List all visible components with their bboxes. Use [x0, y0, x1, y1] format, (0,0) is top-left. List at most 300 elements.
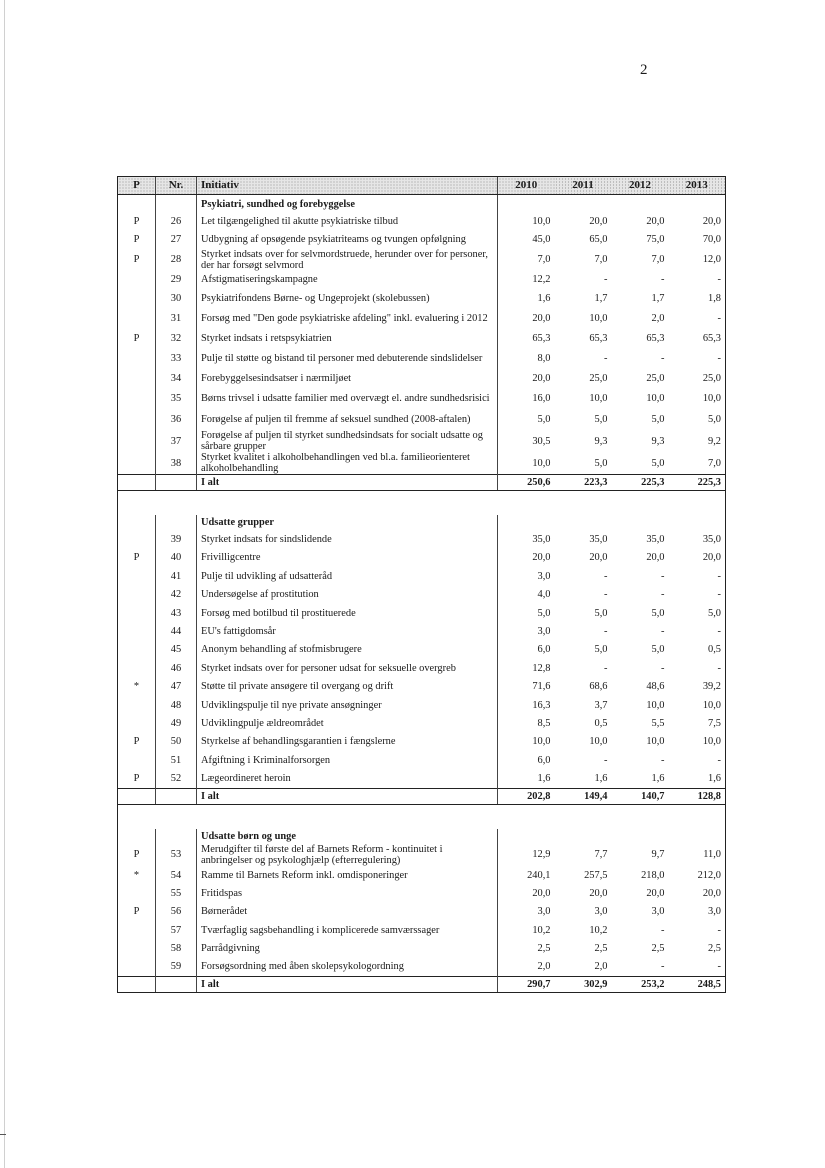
row-number: 42	[156, 586, 197, 604]
row-value-2013: -	[669, 751, 726, 769]
row-p-marker: P	[118, 903, 156, 921]
row-number: 41	[156, 567, 197, 585]
row-value-2013: -	[669, 347, 726, 369]
row-value-2010: 35,0	[498, 530, 555, 548]
row-number: 31	[156, 308, 197, 330]
row-initiative: Pulje til støtte og bistand til personer med debuterende sindslidelser	[197, 347, 498, 369]
row-value-2013: 20,0	[669, 884, 726, 902]
table-row	[118, 347, 726, 369]
header-year-2012: 2012	[612, 177, 669, 195]
section-total-row	[118, 475, 726, 491]
row-value-2010: 12,2	[498, 271, 555, 289]
row-value-2012: 5,0	[651, 644, 665, 656]
row-value-2013: -	[669, 622, 726, 640]
section-empty-cell	[612, 829, 669, 844]
row-initiative: Styrkelse af behandlingsgarantien i fængslerne	[197, 733, 498, 751]
spacer-cell	[156, 804, 197, 829]
row-value-2013: -	[669, 659, 726, 677]
row-value-2010: 12,9	[498, 844, 555, 866]
row-value-2012: 5,0	[651, 457, 665, 469]
row-value-2010: 3,0	[498, 567, 555, 585]
row-p-marker	[118, 409, 156, 431]
row-value-2011: 3,7	[594, 699, 608, 711]
row-number: 28	[156, 249, 197, 271]
table-row	[118, 230, 726, 248]
row-value-2010: 10,0	[498, 733, 555, 751]
row-value-2012: 218,0	[641, 869, 665, 881]
row-number: 46	[156, 659, 197, 677]
row-initiative: Merudgifter til første del af Barnets Reform - kontinuitet i anbringelser og psykologhjælp (efterregulering)	[197, 844, 498, 866]
row-initiative: Forøgelse af puljen til styrket sundhedsindsats for socialt udsatte og sårbare grupper	[197, 430, 498, 452]
total-2010: 250,6	[498, 475, 555, 491]
row-value-2012: 75,0	[646, 234, 665, 246]
row-p-marker	[118, 586, 156, 604]
section-empty-cell	[498, 515, 555, 530]
table-row	[118, 212, 726, 230]
row-p-marker	[118, 696, 156, 714]
total-2013: 248,5	[669, 977, 726, 993]
row-initiative: Forsøgsordning med åben skolepsykologordning	[197, 958, 498, 977]
row-value-2010: 45,0	[498, 230, 555, 248]
header-nr: Nr.	[156, 177, 197, 195]
row-value-2012: 2,5	[651, 943, 665, 955]
section-empty-cell	[669, 515, 726, 530]
row-number: 57	[156, 921, 197, 939]
row-value-2012: 9,3	[651, 435, 665, 447]
row-value-2011: 10,0	[589, 736, 608, 748]
section-total-row	[118, 977, 726, 993]
row-p-marker	[118, 939, 156, 957]
header-year-2011: 2011	[555, 177, 612, 195]
table-row	[118, 714, 726, 732]
table-row	[118, 939, 726, 957]
row-number: 34	[156, 369, 197, 387]
row-value-2010: 71,6	[498, 677, 555, 695]
section-spacer-row	[118, 491, 726, 516]
table-row	[118, 452, 726, 475]
row-initiative: Afstigmatiseringskampagne	[197, 271, 498, 289]
row-number: 50	[156, 733, 197, 751]
total-nr-cell	[156, 788, 197, 804]
spacer-cell	[197, 491, 498, 516]
section-p-cell	[118, 515, 156, 530]
row-value-2010: 2,0	[498, 958, 555, 977]
row-value-2010: 10,2	[498, 921, 555, 939]
row-value-2012: -	[661, 961, 665, 973]
row-value-2010: 2,5	[498, 939, 555, 957]
row-initiative: Lægeordineret heroin	[197, 769, 498, 788]
row-p-marker: P	[118, 329, 156, 347]
row-number: 56	[156, 903, 197, 921]
row-number: 54	[156, 866, 197, 884]
row-initiative: Undersøgelse af prostitution	[197, 586, 498, 604]
table-row	[118, 958, 726, 977]
total-nr-cell	[156, 475, 197, 491]
total-2011: 149,4	[555, 788, 612, 804]
row-p-marker	[118, 369, 156, 387]
row-value-2013: 11,0	[669, 844, 726, 866]
row-p-marker: *	[118, 677, 156, 695]
row-initiative: Pulje til udvikling af udsatteråd	[197, 567, 498, 585]
total-2013: 225,3	[669, 475, 726, 491]
row-value-2010: 6,0	[498, 751, 555, 769]
row-value-2010: 8,0	[498, 347, 555, 369]
table-row	[118, 604, 726, 622]
row-value-2010: 7,0	[498, 249, 555, 271]
total-2012: 253,2	[612, 977, 669, 993]
row-value-2010: 4,0	[498, 586, 555, 604]
row-initiative: Styrket indsats over for personer udsat for seksuelle overgreb	[197, 659, 498, 677]
spacer-cell	[197, 804, 498, 829]
row-value-2011: -	[604, 589, 608, 601]
row-value-2012: 5,0	[651, 414, 665, 426]
page-margin-tick	[0, 1134, 6, 1135]
row-number: 51	[156, 751, 197, 769]
spacer-cell	[498, 804, 726, 829]
row-value-2011: 20,0	[589, 887, 608, 899]
row-value-2012: 10,0	[646, 699, 665, 711]
row-value-2011: -	[604, 625, 608, 637]
row-value-2010: 20,0	[498, 549, 555, 567]
row-value-2013: -	[669, 921, 726, 939]
row-value-2010: 240,1	[498, 866, 555, 884]
row-p-marker: P	[118, 549, 156, 567]
spacer-cell	[498, 491, 726, 516]
row-p-marker	[118, 751, 156, 769]
row-value-2010: 1,6	[498, 289, 555, 307]
table-row	[118, 289, 726, 307]
row-value-2013: 7,5	[669, 714, 726, 732]
row-p-marker: P	[118, 249, 156, 271]
section-spacer-row	[118, 804, 726, 829]
total-2013: 128,8	[669, 788, 726, 804]
row-initiative: Udviklingspulje til nye private ansøgninger	[197, 696, 498, 714]
section-p-cell	[118, 195, 156, 213]
row-p-marker	[118, 430, 156, 452]
row-value-2013: 25,0	[669, 369, 726, 387]
total-2011: 302,9	[555, 977, 612, 993]
row-initiative: Ramme til Barnets Reform inkl. omdisponeringer	[197, 866, 498, 884]
row-value-2010: 16,0	[498, 387, 555, 409]
row-value-2013: 20,0	[669, 212, 726, 230]
row-value-2012: 7,0	[651, 254, 665, 266]
row-p-marker	[118, 530, 156, 548]
table-row	[118, 921, 726, 939]
row-value-2010: 12,8	[498, 659, 555, 677]
row-initiative: Anonym behandling af stofmisbrugere	[197, 641, 498, 659]
budget-table	[117, 176, 726, 993]
row-number: 52	[156, 769, 197, 788]
row-value-2010: 20,0	[498, 308, 555, 330]
row-p-marker	[118, 452, 156, 475]
row-number: 30	[156, 289, 197, 307]
row-value-2011: 0,5	[594, 717, 608, 729]
section-empty-cell	[612, 515, 669, 530]
total-label: I alt	[197, 475, 498, 491]
row-value-2012: 1,7	[651, 292, 665, 304]
row-value-2011: -	[604, 662, 608, 674]
row-p-marker	[118, 567, 156, 585]
row-number: 29	[156, 271, 197, 289]
section-empty-cell	[669, 829, 726, 844]
row-value-2011: 20,0	[589, 215, 608, 227]
table-row	[118, 430, 726, 452]
row-value-2012: 20,0	[646, 215, 665, 227]
row-number: 47	[156, 677, 197, 695]
row-value-2013: -	[669, 567, 726, 585]
row-number: 40	[156, 549, 197, 567]
total-2011: 223,3	[555, 475, 612, 491]
table-row	[118, 271, 726, 289]
row-value-2010: 3,0	[498, 903, 555, 921]
row-value-2011: -	[604, 754, 608, 766]
row-number: 43	[156, 604, 197, 622]
row-number: 55	[156, 884, 197, 902]
row-initiative: Frivilligcentre	[197, 549, 498, 567]
row-value-2011: 9,3	[594, 435, 608, 447]
row-value-2011: 25,0	[589, 372, 608, 384]
row-value-2013: 35,0	[669, 530, 726, 548]
total-nr-cell	[156, 977, 197, 993]
table-row	[118, 733, 726, 751]
row-value-2012: 9,7	[651, 849, 665, 861]
row-value-2012: 1,6	[651, 773, 665, 785]
row-value-2012: -	[661, 924, 665, 936]
row-value-2010: 3,0	[498, 622, 555, 640]
row-value-2012: 48,6	[646, 681, 665, 693]
table-row	[118, 751, 726, 769]
row-value-2010: 5,0	[498, 604, 555, 622]
section-title-row	[118, 829, 726, 844]
table-row	[118, 866, 726, 884]
row-value-2013: 212,0	[669, 866, 726, 884]
row-value-2011: 65,0	[589, 234, 608, 246]
table-row	[118, 530, 726, 548]
row-value-2011: 10,0	[589, 392, 608, 404]
row-p-marker	[118, 921, 156, 939]
total-2010: 290,7	[498, 977, 555, 993]
header-p: P	[118, 177, 156, 195]
row-value-2013: 9,2	[669, 430, 726, 452]
row-number: 39	[156, 530, 197, 548]
row-initiative: Styrket indsats for sindslidende	[197, 530, 498, 548]
table-header-row	[118, 177, 726, 195]
row-p-marker	[118, 659, 156, 677]
row-number: 59	[156, 958, 197, 977]
section-empty-cell	[669, 195, 726, 213]
row-number: 53	[156, 844, 197, 866]
row-value-2012: -	[661, 662, 665, 674]
row-number: 37	[156, 430, 197, 452]
row-p-marker: P	[118, 212, 156, 230]
section-empty-cell	[555, 515, 612, 530]
row-initiative: Børnerådet	[197, 903, 498, 921]
row-value-2012: -	[661, 589, 665, 601]
row-initiative: Støtte til private ansøgere til overgang og drift	[197, 677, 498, 695]
table-body	[118, 195, 726, 993]
section-nr-cell	[156, 195, 197, 213]
row-initiative: Udviklingpulje ældreområdet	[197, 714, 498, 732]
header-initiative: Initiativ	[197, 177, 498, 195]
row-value-2013: 39,2	[669, 677, 726, 695]
row-number: 33	[156, 347, 197, 369]
row-value-2011: 35,0	[589, 534, 608, 546]
row-initiative: Tværfaglig sagsbehandling i komplicerede samværssager	[197, 921, 498, 939]
row-value-2012: 5,0	[651, 607, 665, 619]
row-initiative: Afgiftning i Kriminalforsorgen	[197, 751, 498, 769]
row-value-2011: 5,0	[594, 607, 608, 619]
section-empty-cell	[612, 195, 669, 213]
section-title: Psykiatri, sundhed og forebyggelse	[197, 195, 498, 213]
row-p-marker	[118, 884, 156, 902]
row-value-2010: 6,0	[498, 641, 555, 659]
row-initiative: Forøgelse af puljen til fremme af seksuel sundhed (2008-aftalen)	[197, 409, 498, 431]
row-value-2010: 10,0	[498, 212, 555, 230]
row-value-2012: 20,0	[646, 887, 665, 899]
row-value-2013: 5,0	[669, 409, 726, 431]
row-p-marker	[118, 622, 156, 640]
row-value-2013: 12,0	[669, 249, 726, 271]
total-label: I alt	[197, 977, 498, 993]
row-p-marker	[118, 347, 156, 369]
row-initiative: Let tilgængelighed til akutte psykiatriske tilbud	[197, 212, 498, 230]
table-row	[118, 677, 726, 695]
row-initiative: Styrket kvalitet i alkoholbehandlingen ved bl.a. familieorienteret alkoholbehandling	[197, 452, 498, 475]
row-value-2012: 25,0	[646, 372, 665, 384]
row-p-marker: P	[118, 733, 156, 751]
section-empty-cell	[555, 195, 612, 213]
row-value-2011: 5,0	[594, 457, 608, 469]
spacer-cell	[156, 491, 197, 516]
row-value-2013: -	[669, 958, 726, 977]
row-initiative: Forsøg med botilbud til prostituerede	[197, 604, 498, 622]
row-value-2011: 257,5	[584, 869, 608, 881]
row-value-2013: 7,0	[669, 452, 726, 475]
table-row	[118, 586, 726, 604]
table-row	[118, 844, 726, 866]
table-row	[118, 769, 726, 788]
row-value-2012: -	[661, 625, 665, 637]
table-row	[118, 329, 726, 347]
row-p-marker	[118, 289, 156, 307]
table-row	[118, 387, 726, 409]
section-empty-cell	[555, 829, 612, 844]
row-value-2013: 2,5	[669, 939, 726, 957]
table-row	[118, 884, 726, 902]
total-label: I alt	[197, 788, 498, 804]
row-initiative: Psykiatrifondens Børne- og Ungeprojekt (skolebussen)	[197, 289, 498, 307]
row-number: 45	[156, 641, 197, 659]
row-p-marker: P	[118, 844, 156, 866]
row-initiative: Fritidspas	[197, 884, 498, 902]
row-value-2013: 10,0	[669, 387, 726, 409]
row-number: 44	[156, 622, 197, 640]
section-p-cell	[118, 829, 156, 844]
table-row	[118, 249, 726, 271]
row-value-2012: 65,3	[646, 332, 665, 344]
row-p-marker	[118, 641, 156, 659]
row-value-2013: 20,0	[669, 549, 726, 567]
row-value-2011: -	[604, 274, 608, 286]
row-value-2013: -	[669, 271, 726, 289]
row-value-2013: 65,3	[669, 329, 726, 347]
row-value-2011: 10,0	[589, 312, 608, 324]
row-number: 48	[156, 696, 197, 714]
table-row	[118, 659, 726, 677]
section-empty-cell	[498, 829, 555, 844]
section-title: Udsatte grupper	[197, 515, 498, 530]
total-p-cell	[118, 977, 156, 993]
row-initiative: Styrket indsats over for selvmordstruede, herunder over for personer, der har forsøgt selvmord	[197, 249, 498, 271]
table-row	[118, 641, 726, 659]
row-value-2011: 1,7	[594, 292, 608, 304]
table-row	[118, 308, 726, 330]
row-number: 32	[156, 329, 197, 347]
row-number: 36	[156, 409, 197, 431]
row-value-2010: 5,0	[498, 409, 555, 431]
row-p-marker	[118, 714, 156, 732]
row-p-marker	[118, 387, 156, 409]
table-row	[118, 622, 726, 640]
row-p-marker	[118, 308, 156, 330]
row-value-2010: 8,5	[498, 714, 555, 732]
row-initiative: Forsøg med "Den gode psykiatriske afdeling" inkl. evaluering i 2012	[197, 308, 498, 330]
row-value-2010: 16,3	[498, 696, 555, 714]
table-row	[118, 549, 726, 567]
table-row	[118, 567, 726, 585]
row-value-2013: 1,6	[669, 769, 726, 788]
row-value-2013: 70,0	[669, 230, 726, 248]
row-number: 58	[156, 939, 197, 957]
section-total-row	[118, 788, 726, 804]
section-title-row	[118, 195, 726, 213]
row-initiative: Udbygning af opsøgende psykiatriteams og tvungen opfølgning	[197, 230, 498, 248]
row-value-2011: 7,7	[594, 849, 608, 861]
row-value-2011: 2,0	[594, 961, 608, 973]
row-value-2010: 1,6	[498, 769, 555, 788]
row-p-marker: P	[118, 230, 156, 248]
row-value-2012: -	[661, 754, 665, 766]
row-initiative: Styrket indsats i retspsykiatrien	[197, 329, 498, 347]
page-number: 2	[640, 62, 648, 78]
row-value-2010: 20,0	[498, 884, 555, 902]
section-nr-cell	[156, 829, 197, 844]
row-value-2013: 5,0	[669, 604, 726, 622]
row-value-2012: 20,0	[646, 552, 665, 564]
row-p-marker	[118, 604, 156, 622]
header-year-2010: 2010	[498, 177, 555, 195]
row-initiative: Forebyggelsesindsatser i nærmiljøet	[197, 369, 498, 387]
row-value-2011: 10,2	[589, 924, 608, 936]
row-value-2011: 3,0	[594, 906, 608, 918]
total-p-cell	[118, 475, 156, 491]
row-value-2010: 65,3	[498, 329, 555, 347]
row-value-2013: -	[669, 308, 726, 330]
total-2012: 225,3	[612, 475, 669, 491]
row-initiative: EU's fattigdomsår	[197, 622, 498, 640]
section-title-row	[118, 515, 726, 530]
table-row	[118, 903, 726, 921]
row-value-2010: 10,0	[498, 452, 555, 475]
total-2012: 140,7	[612, 788, 669, 804]
row-value-2012: -	[661, 570, 665, 582]
row-value-2011: 5,0	[594, 414, 608, 426]
row-p-marker	[118, 958, 156, 977]
row-value-2011: -	[604, 352, 608, 364]
table-row	[118, 369, 726, 387]
header-year-2013: 2013	[669, 177, 726, 195]
row-initiative: Børns trivsel i udsatte familier med overvægt el. andre sundhedsrisici	[197, 387, 498, 409]
